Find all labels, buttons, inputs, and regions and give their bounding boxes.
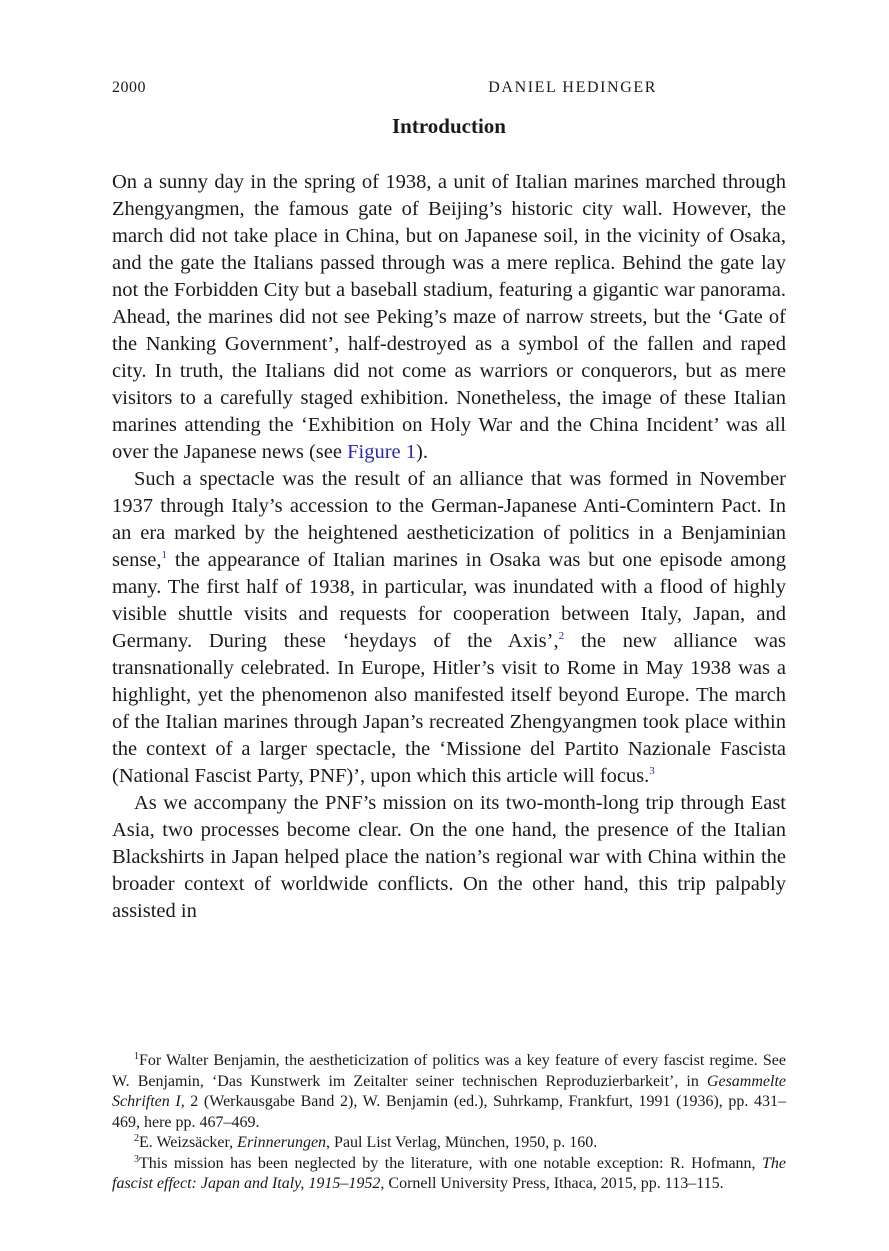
- paragraph-2-part-c: the new alliance was transnationally celebrated. In Europe, Hitler’s visit to Rome in May 1938 was a highlight, yet the phenomenon also manifested itself beyond Europe. The march of the Italian marines through Japan’s recreated Zhengyangmen took place within the context of a larger spectacle, the ‘Missione del Partito Nazionale Fascista (National Fascist Party, PNF)’, upon which this article will focus.: [112, 630, 787, 787]
- page-number: 2000: [112, 79, 146, 96]
- footnote-ref-3[interactable]: 3: [649, 765, 655, 777]
- footnote-3-text-a: This mission has been neglected by the literature, with one notable exception: R. Hofmann,: [139, 1154, 762, 1172]
- body-text: [112, 169, 786, 925]
- footnote-3-number: 3: [134, 1153, 139, 1165]
- paragraph-2-part-b: the appearance of Italian marines in Osaka was but one episode among many. The first half of 1938, in particular, was inundated with a flood of highly visible shuttle visits and requests for cooperation between Italy, Japan, and Germany. During these ‘heydays of the Axis’,: [112, 549, 786, 652]
- figure-1-link[interactable]: Figure 1: [347, 441, 416, 463]
- paragraph-1: [112, 169, 786, 466]
- footnote-3: [112, 1154, 786, 1195]
- footnote-1-title: Gesammelte Schriften I,: [112, 1072, 786, 1110]
- paragraph-2-part-a: Such a spectacle was the result of an alliance that was formed in November 1937 through Italy’s accession to the German-Japanese Anti-Comintern Pact. In an era marked by the heightened aestheticization of politics in a Benjaminian sense,: [112, 468, 786, 571]
- footnote-1: [112, 1051, 786, 1133]
- running-head-author: DANIEL HEDINGER: [488, 79, 657, 96]
- footnote-2-text-b: , Paul List Verlag, München, 1950, p. 160.: [326, 1134, 598, 1151]
- footnote-ref-1[interactable]: 1: [161, 549, 168, 561]
- footnote-ref-2[interactable]: 2: [558, 630, 565, 642]
- footnote-1-number: 1: [134, 1051, 139, 1062]
- footnote-3-title: The fascist effect: Japan and Italy, 1915–1952: [112, 1154, 786, 1192]
- footnote-2-title: Erinnerungen: [237, 1134, 327, 1151]
- footnote-2: [112, 1133, 786, 1154]
- footnote-2-text-a: E. Weizsäcker,: [139, 1134, 238, 1151]
- paragraph-3: [112, 790, 786, 925]
- footnote-1-text-b: 2 (Werkausgabe Band 2), W. Benjamin (ed.), Suhrkamp, Frankfurt, 1991 (1936), pp. 431–469, here pp. 467–469.: [112, 1093, 786, 1131]
- paragraph-3-text: As we accompany the PNF’s mission on its two-month-long trip through East Asia, two processes become clear. On the one hand, the presence of the Italian Blackshirts in Japan helped place the nation’s regional war with China within the broader context of worldwide conflicts. On the other hand, this trip palpably assisted in: [112, 792, 786, 922]
- footnote-3-text-b: , Cornell University Press, Ithaca, 2015, pp. 113–115.: [380, 1175, 724, 1192]
- footnotes: [112, 1051, 786, 1195]
- footnote-2-number: 2: [134, 1133, 139, 1144]
- section-title: Introduction: [392, 114, 506, 138]
- paragraph-1-text: On a sunny day in the spring of 1938, a unit of Italian marines marched through Zhengyangmen, the famous gate of Beijing’s historic city wall. However, the march did not take place in China, but on Japanese soil, in the vicinity of Osaka, and the gate the Italians passed through was a mere replica. Behind the gate lay not the Forbidden City but a baseball stadium, featuring a gigantic war panorama. Ahead, the marines did not see Peking’s maze of narrow streets, but the ‘Gate of the Nanking Government’, half-destroyed as a symbol of the fallen and raped city. In truth, the Italians did not come as warriors or conquerors, but as mere visitors to a carefully staged exhibition. Nonetheless, the image of these Italian marines attending the ‘Exhibition on Holy War and the China Incident’ was all over the Japanese news (see: [112, 171, 786, 463]
- paragraph-1-end: ).: [416, 441, 428, 463]
- footnote-1-text-a: For Walter Benjamin, the aestheticization of politics was a key feature of every fascist regime. See W. Benjamin, ‘Das Kunstwerk im Zeitalter seiner technischen Reproduzierbarkeit’, in: [112, 1052, 786, 1090]
- running-head: [112, 79, 786, 99]
- paragraph-2: [112, 466, 786, 790]
